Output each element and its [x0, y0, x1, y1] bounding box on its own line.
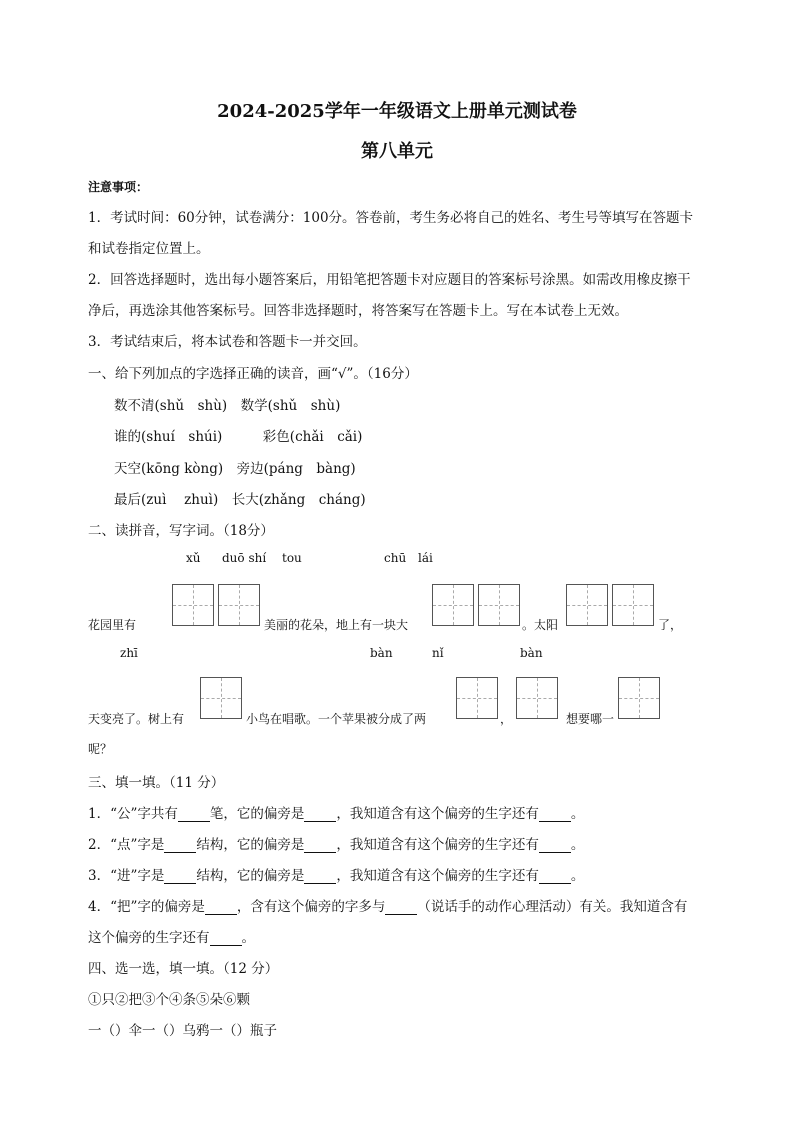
- page-title: 2024-2025学年一年级语文上册单元测试卷: [217, 101, 577, 122]
- writing-box[interactable]: [432, 584, 474, 626]
- question-text: 这个偏旁的生字还有: [88, 930, 210, 946]
- section-4-heading: 四、选一选，填一填。（12 分）: [88, 961, 279, 977]
- sentence-part: 美丽的花朵，地上有一块大: [264, 618, 409, 632]
- question-text: 结构，它的偏旁是: [196, 837, 305, 853]
- writing-box[interactable]: [456, 677, 498, 719]
- answer-blank[interactable]: [539, 869, 571, 884]
- question-text: 1．“公”字共有: [88, 806, 178, 822]
- section-4-options: ①只②把③个④条⑤朵⑥颗: [88, 992, 250, 1008]
- sentence-part: ，: [500, 712, 513, 726]
- pinyin: tou: [282, 551, 302, 565]
- writing-box[interactable]: [172, 584, 214, 626]
- question-text: 。: [241, 930, 255, 946]
- question-text: 结构，它的偏旁是: [196, 868, 305, 884]
- pinyin: duō shí: [222, 551, 267, 565]
- pinyin: bàn: [520, 646, 543, 660]
- writing-box[interactable]: [218, 584, 260, 626]
- page-subtitle: 第八单元: [361, 141, 433, 162]
- pinyin: xǔ: [186, 551, 201, 565]
- answer-blank[interactable]: [385, 900, 417, 915]
- answer-blank[interactable]: [164, 869, 196, 884]
- question-text: 笔，它的偏旁是: [209, 806, 305, 822]
- pinyin: lái: [418, 551, 433, 565]
- sentence-part: 天变亮了。树上有: [88, 712, 185, 726]
- question-text: 。: [570, 837, 585, 853]
- writing-box[interactable]: [516, 677, 558, 719]
- answer-blank[interactable]: [304, 807, 336, 822]
- question-3: [88, 864, 584, 884]
- pinyin: chū: [384, 551, 407, 565]
- sentence-part: 想要哪一: [566, 712, 615, 726]
- sentence-part: 小鸟在唱歌。一个苹果被分成了两: [246, 712, 427, 726]
- question-2: [88, 833, 584, 853]
- question-1: [88, 802, 584, 822]
- pinyin: nǐ: [432, 646, 444, 660]
- question-text: ，我知道含有这个偏旁的生字还有: [336, 837, 539, 853]
- section-2-heading: 二、读拼音，写字词。（18分）: [88, 523, 274, 539]
- pinyin: zhī: [120, 646, 138, 660]
- question-text: 。: [570, 806, 585, 822]
- section-4-line: 一（）伞一（）乌鸦一（）瓶子: [88, 1023, 277, 1039]
- section-1-row: 谁的(shuí shúi) 彩色(chǎi cǎi): [114, 429, 363, 445]
- writing-box[interactable]: [478, 584, 520, 626]
- section-1-row: 天空(kōng kòng) 旁边(páng bàng): [114, 461, 356, 477]
- note-3: 3．考试结束后，将本试卷和答题卡一并交回。: [88, 334, 367, 350]
- note-1-line-1: 1．考试时间：60分钟，试卷满分：100分。答卷前，考生务必将自己的姓名、考生号等填写在答题卡: [88, 210, 694, 226]
- question-text: ，含有这个偏旁的字多与: [236, 899, 386, 915]
- answer-blank[interactable]: [164, 838, 196, 853]
- notes-heading: 注意事项：: [88, 180, 149, 194]
- sentence-part: 花园里有: [88, 618, 137, 632]
- question-text: （说话手的动作心理活动）有关。我知道含有: [417, 899, 688, 915]
- writing-box[interactable]: [566, 584, 608, 626]
- section-1-heading: 一、给下列加点的字选择正确的读音，画“√”。（16分）: [88, 366, 418, 382]
- sentence-part: 。太阳: [522, 618, 559, 632]
- writing-box[interactable]: [612, 584, 654, 626]
- answer-blank[interactable]: [210, 931, 242, 946]
- question-text: 4．“把”字的偏旁是: [88, 899, 205, 915]
- section-1-row: 数不清(shǔ shù) 数学(shǔ shù): [114, 398, 341, 414]
- pinyin: bàn: [370, 646, 393, 660]
- note-1-line-2: 和试卷指定位置上。: [88, 241, 210, 257]
- answer-blank[interactable]: [539, 838, 571, 853]
- writing-box[interactable]: [200, 677, 242, 719]
- section-3-heading: 三、填一填。（11 分）: [88, 775, 225, 791]
- question-4-line-2: [88, 926, 255, 946]
- question-text: ，我知道含有这个偏旁的生字还有: [336, 806, 539, 822]
- question-text: 2．“点”字是: [88, 837, 165, 853]
- answer-blank[interactable]: [304, 838, 336, 853]
- answer-blank[interactable]: [205, 900, 237, 915]
- question-text: 3．“进”字是: [88, 868, 165, 884]
- answer-blank[interactable]: [304, 869, 336, 884]
- sentence-part: 了，: [658, 618, 683, 632]
- note-2-line-1: 2．回答选择题时，选出每小题答案后，用铅笔把答题卡对应题目的答案标号涂黑。如需改用橡皮擦干: [88, 272, 691, 288]
- section-1-row: 最后(zuì zhuì) 长大(zhǎng cháng): [114, 492, 366, 508]
- answer-blank[interactable]: [539, 807, 571, 822]
- question-text: ，我知道含有这个偏旁的生字还有: [336, 868, 539, 884]
- question-4-line-1: [88, 895, 687, 915]
- question-text: 。: [570, 868, 585, 884]
- sentence-part: 呢？: [88, 742, 113, 756]
- answer-blank[interactable]: [178, 807, 210, 822]
- writing-box[interactable]: [618, 677, 660, 719]
- note-2-line-2: 净后，再选涂其他答案标号。回答非选择题时，将答案写在答题卡上。写在本试卷上无效。: [88, 303, 628, 319]
